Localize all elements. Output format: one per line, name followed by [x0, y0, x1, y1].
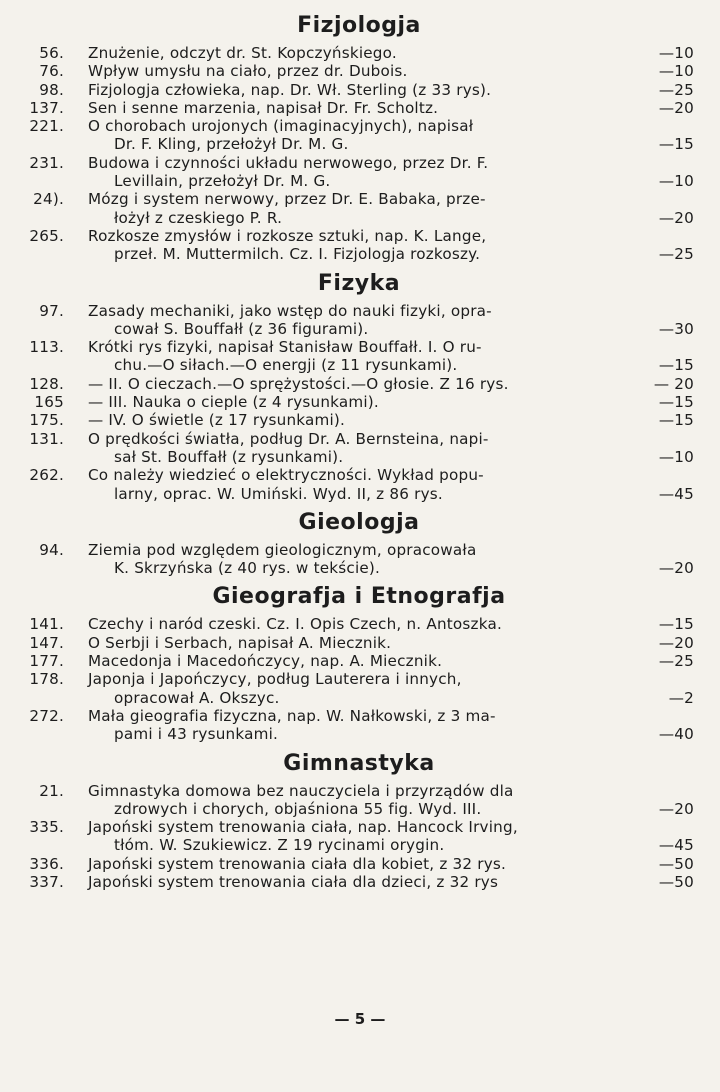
- entry-line: Czechy i naród czeski. Cz. I. Opis Czech, n. Antoszka.: [88, 615, 502, 634]
- catalog-entry: [28, 374, 694, 393]
- entry-price: —2: [668, 688, 694, 707]
- entry-description: [88, 633, 694, 652]
- catalog-entry: [28, 80, 694, 99]
- entry-description: [88, 301, 694, 339]
- entry-description: [88, 393, 694, 412]
- entry-description: [88, 781, 694, 819]
- catalog-entry: [28, 633, 694, 652]
- entry-number: 336.: [29, 854, 64, 873]
- entry-number: 113.: [29, 338, 64, 357]
- entry-line: — II. O cieczach.—O sprężystości.—O głosie. Z 16 rys.: [88, 374, 509, 393]
- catalog-entry: [28, 62, 694, 81]
- entry-description: [88, 872, 694, 891]
- entry-description: [88, 374, 694, 393]
- entry-line: Mózg i system nerwowy, przez Dr. E. Babaka, prze-: [88, 190, 486, 209]
- entry-number: 177.: [29, 652, 64, 671]
- entry-number: 165: [34, 393, 64, 412]
- catalog-entry: [28, 781, 694, 819]
- entry-price: —45: [658, 484, 694, 503]
- entry-price: —25: [658, 245, 694, 264]
- entry-line: Japoński system trenowania ciała dla kobiet, z 32 rys.: [88, 854, 507, 873]
- catalog-entry: [28, 466, 694, 503]
- catalog-entry: [28, 226, 694, 264]
- entry-line: sał St. Bouffałł (z rysunkami).: [114, 447, 344, 466]
- entry-line: opracował A. Okszyc.: [114, 688, 280, 707]
- entry-price: —20: [658, 633, 694, 652]
- catalog-section: [28, 509, 694, 578]
- entry-description: [88, 854, 694, 873]
- entry-number: 221.: [29, 117, 64, 136]
- entry-number: 178.: [29, 670, 64, 689]
- entry-line: łożył z czeskiego P. R.: [114, 208, 283, 227]
- entry-price: —25: [658, 80, 694, 99]
- entry-price: —20: [658, 559, 694, 578]
- entry-line: Ziemia pod względem gieologicznym, opracowała: [88, 540, 477, 559]
- entry-description: [88, 80, 694, 99]
- entry-line: Levillain, przełożył Dr. M. G.: [114, 172, 331, 191]
- entry-price: —25: [658, 652, 694, 671]
- catalog-entry: [28, 429, 694, 467]
- entry-description: [88, 190, 694, 227]
- entry-description: [88, 615, 694, 634]
- entry-price: —15: [658, 393, 694, 412]
- catalog-entry: [28, 615, 694, 634]
- entry-line: O chorobach urojonych (imaginacyjnych), napisał: [88, 117, 474, 136]
- catalog-entry: [28, 540, 694, 578]
- entry-number: 335.: [29, 818, 64, 837]
- entry-price: —20: [658, 799, 694, 818]
- entry-description: [88, 98, 694, 117]
- catalog-section: [28, 12, 694, 264]
- entry-number: 97.: [39, 301, 64, 320]
- entry-price: —10: [658, 172, 694, 191]
- entry-description: [88, 670, 694, 707]
- entry-description: [88, 706, 694, 744]
- entry-number: 137.: [29, 98, 64, 117]
- entry-line: Wpływ umysłu na ciało, przez dr. Dubois.: [88, 62, 408, 81]
- entry-line: O prędkości światła, podług Dr. A. Bernsteina, napi-: [88, 429, 489, 448]
- catalog-entry: [28, 854, 694, 873]
- catalog-section: [28, 270, 694, 503]
- entry-number: 231.: [29, 153, 64, 172]
- entry-line: Gimnastyka domowa bez nauczyciela i przyrządów dla: [88, 781, 514, 800]
- catalog-entry: [28, 872, 694, 891]
- entry-price: —15: [658, 411, 694, 430]
- entry-line: Japoński system trenowania ciała dla dzieci, z 32 rys: [88, 872, 499, 891]
- entry-number: 128.: [29, 374, 64, 393]
- catalog-entry: [28, 652, 694, 671]
- entry-line: przeł. M. Muttermilch. Cz. I. Fizjologja rozkoszy.: [114, 245, 481, 264]
- entry-line: larny, oprac. W. Umiński. Wyd. II, z 86 rys.: [114, 484, 443, 503]
- catalog-entry: [28, 153, 694, 191]
- entry-line: Sen i senne marzenia, napisał Dr. Fr. Scholtz.: [88, 98, 439, 117]
- catalog-entry: [28, 393, 694, 412]
- entry-number: 131.: [29, 429, 64, 448]
- entry-line: Znużenie, odczyt dr. St. Kopczyńskiego.: [88, 44, 397, 62]
- entry-price: —15: [658, 615, 694, 634]
- catalog-section: [28, 583, 694, 744]
- entry-price: —50: [658, 854, 694, 873]
- catalog-entry: [28, 706, 694, 744]
- section-heading: Gieografja i Etnografja: [212, 584, 506, 610]
- entry-line: Fizjologja człowieka, nap. Dr. Wł. Sterling (z 33 rys).: [88, 80, 492, 99]
- entry-number: 94.: [39, 540, 64, 559]
- entry-line: Japonja i Japończycy, podług Lauterera i innych,: [88, 670, 462, 689]
- entry-line: Budowa i czynności układu nerwowego, przez Dr. F.: [88, 153, 489, 172]
- entry-description: [88, 429, 694, 467]
- entry-price: —15: [658, 135, 694, 154]
- entry-line: tłóm. W. Szukiewicz. Z 19 rycinami orygin.: [114, 836, 445, 855]
- entry-price: —20: [658, 98, 694, 117]
- entry-price: —15: [658, 356, 694, 375]
- catalog-entry: [28, 190, 694, 227]
- section-heading: Fizyka: [317, 270, 401, 296]
- entry-description: [88, 44, 694, 62]
- entry-line: — IV. O świetle (z 17 rysunkami).: [88, 411, 346, 430]
- entry-number: 21.: [39, 781, 64, 800]
- entry-line: Japoński system trenowania ciała, nap. Hancock Irving,: [88, 818, 518, 837]
- entry-line: K. Skrzyńska (z 40 rys. w tekście).: [114, 559, 381, 578]
- entry-number: 98.: [39, 80, 64, 99]
- entry-number: 147.: [29, 633, 64, 652]
- entry-number: 262.: [29, 466, 64, 485]
- section-heading: Gieologja: [298, 509, 420, 535]
- entry-description: [88, 652, 694, 671]
- entry-price: —20: [658, 208, 694, 227]
- entry-number: 272.: [29, 706, 64, 725]
- catalog-entry: [28, 98, 694, 117]
- entry-description: [88, 226, 694, 264]
- entry-price: —30: [658, 319, 694, 338]
- catalog-entry: [28, 301, 694, 339]
- section-heading: Gimnastyka: [283, 750, 435, 776]
- entry-line: zdrowych i chorych, objaśniona 55 fig. Wyd. III.: [114, 799, 482, 818]
- entry-line: Mała gieografia fizyczna, nap. W. Nałkowski, z 3 ma-: [88, 706, 496, 725]
- entry-description: [88, 153, 694, 191]
- catalog-entry: [28, 338, 694, 375]
- entry-line: cował S. Bouffałł (z 36 figurami).: [114, 319, 369, 338]
- entry-number: 141.: [29, 615, 64, 634]
- entry-number: 265.: [29, 226, 64, 245]
- entry-description: [88, 411, 694, 430]
- entry-line: Co należy wiedzieć o elektryczności. Wykład popu-: [88, 466, 484, 485]
- entry-price: —10: [658, 44, 694, 62]
- entry-line: Dr. F. Kling, przełożył Dr. M. G.: [114, 135, 349, 154]
- entry-price: —10: [658, 447, 694, 466]
- entry-line: Krótki rys fizyki, napisał Stanisław Bouffałł. I. O ru-: [88, 338, 482, 357]
- section-heading: Fizjologja: [297, 13, 421, 38]
- entry-number: 56.: [39, 44, 64, 62]
- entry-line: Zasady mechaniki, jako wstęp do nauki fizyki, opra-: [88, 301, 492, 320]
- entry-price: —40: [658, 725, 694, 744]
- entry-price: —50: [658, 872, 694, 891]
- entry-line: chu.—O siłach.—O energji (z 11 rysunkami).: [114, 356, 458, 375]
- catalog-entry: [28, 670, 694, 707]
- entry-number: 76.: [39, 62, 64, 81]
- catalog-entry: [28, 411, 694, 430]
- entry-description: [88, 62, 694, 81]
- entry-price: —10: [658, 62, 694, 81]
- entry-description: [88, 466, 694, 503]
- entry-price: — 20: [653, 374, 694, 393]
- entry-number: 337.: [29, 872, 64, 891]
- entry-line: Rozkosze zmysłów i rozkosze sztuki, nap. K. Lange,: [88, 226, 487, 245]
- page-number: — 5 —: [334, 1010, 386, 1028]
- catalog-sections: [28, 12, 694, 891]
- entry-line: pami i 43 rysunkami.: [114, 725, 279, 744]
- entry-description: [88, 117, 694, 154]
- catalog-entry: [28, 818, 694, 855]
- entry-description: [88, 338, 694, 375]
- catalog-entry: [28, 117, 694, 154]
- entry-description: [88, 540, 694, 578]
- entry-line: Macedonja i Macedończycy, nap. A. Miecznik.: [88, 652, 443, 671]
- entry-price: —45: [658, 836, 694, 855]
- catalog-section: [28, 750, 694, 892]
- entry-number: 175.: [29, 411, 64, 430]
- entry-line: — III. Nauka o cieple (z 4 rysunkami).: [88, 393, 379, 412]
- entry-line: O Serbji i Serbach, napisał A. Miecznik.: [88, 633, 392, 652]
- entry-description: [88, 818, 694, 855]
- entry-number: 24).: [33, 190, 64, 209]
- catalog-entry: [28, 44, 694, 62]
